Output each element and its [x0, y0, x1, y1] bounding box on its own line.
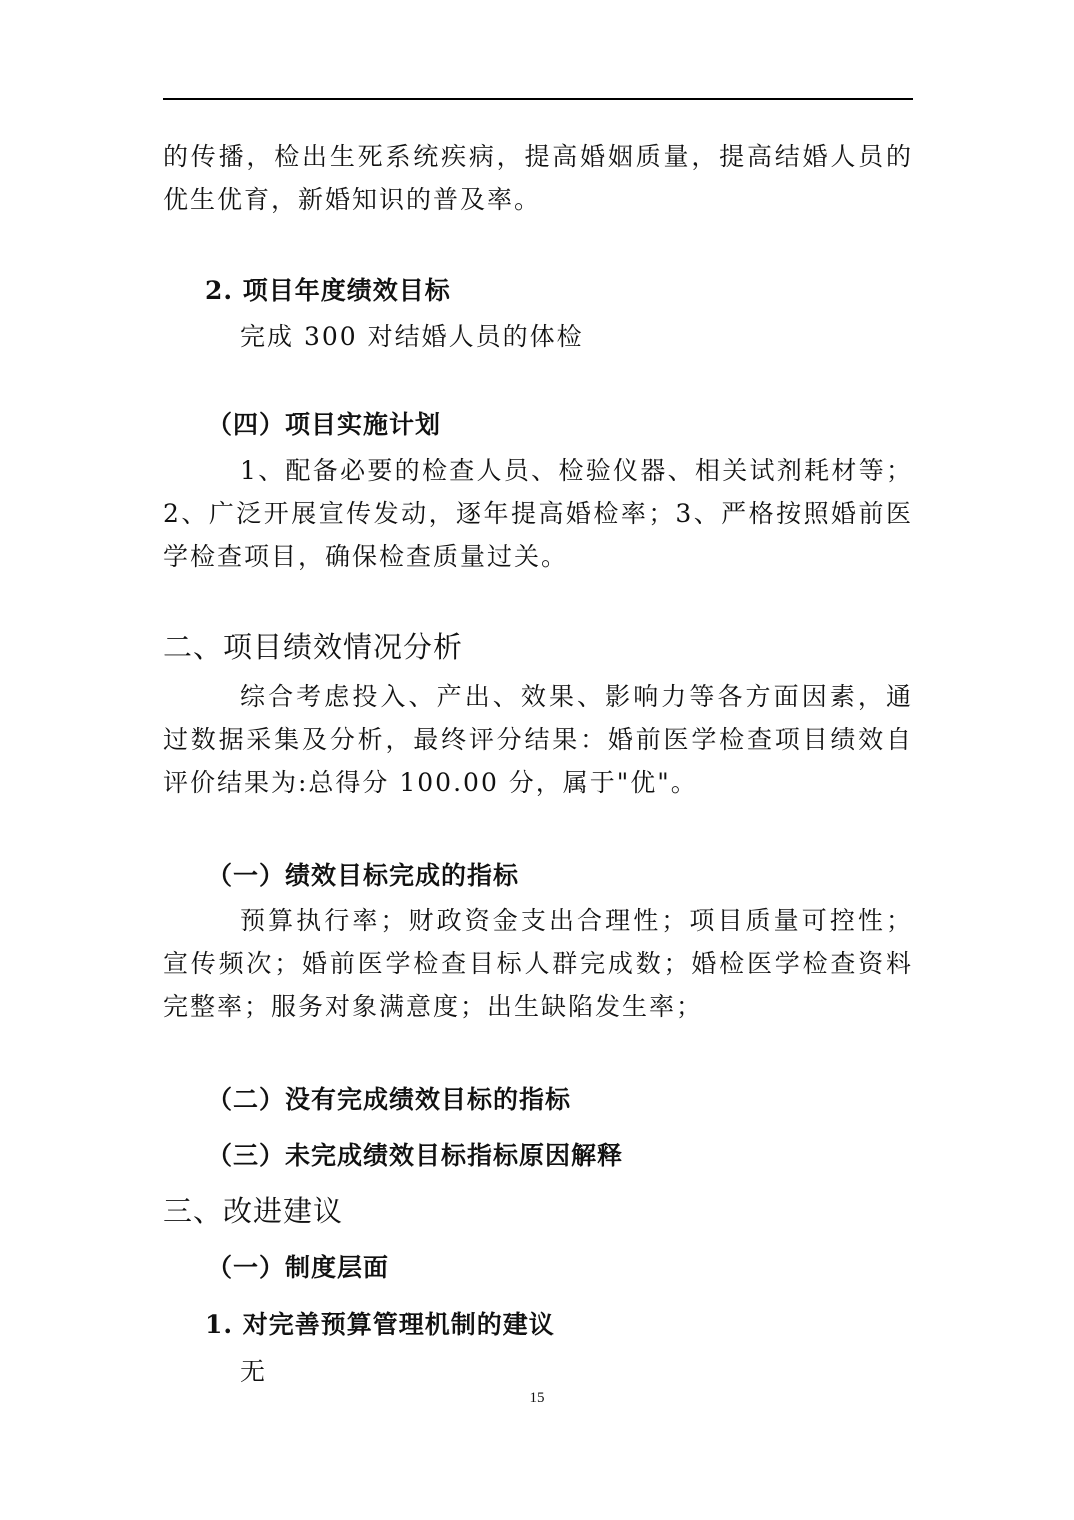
completed-indicators-heading: （一）绩效目标完成的指标: [207, 861, 520, 890]
completed-indicators-text: 预算执行率；财政资金支出合理性；项目质量可控性；宣传频次；婚前医学检查目标人群完成数；婚检医学检查资料完整率；服务对象满意度；出生缺陷发生率；: [163, 906, 913, 1021]
plan-heading: （四）项目实施计划: [207, 410, 442, 439]
annual-goal-text: 完成 300 对结婚人员的体检: [240, 322, 584, 351]
analysis-heading: 二、项目绩效情况分析: [163, 630, 464, 664]
improve-heading: 三、改进建议: [163, 1194, 344, 1228]
continuation-paragraph: 的传播，检出生死系统疾病，提高婚姻质量，提高结婚人员的优生优育，新婚知识的普及率。: [163, 142, 913, 214]
budget-mechanism-text: 无: [240, 1357, 268, 1386]
plan-text: 1、配备必要的检查人员、检验仪器、相关试剂耗材等；2、广泛开展宣传发动，逐年提高婚检率；3、严格按照婚前医学检查项目，确保检查质量过关。: [163, 456, 913, 571]
page-number: 15: [529, 1390, 545, 1406]
annual-goal-heading: 2. 项目年度绩效目标: [205, 276, 451, 305]
budget-mechanism-heading: 1. 对完善预算管理机制的建议: [205, 1310, 555, 1339]
header-rule: [163, 98, 913, 100]
reasons-heading: （三）未完成绩效目标指标原因解释: [207, 1141, 624, 1170]
not-completed-heading: （二）没有完成绩效目标的指标: [207, 1085, 572, 1114]
analysis-text: 综合考虑投入、产出、效果、影响力等各方面因素，通过数据采集及分析，最终评分结果：婚前医学检查项目绩效自评价结果为:总得分 100.00 分，属于"优"。: [163, 682, 913, 797]
institutional-heading: （一）制度层面: [207, 1253, 390, 1282]
